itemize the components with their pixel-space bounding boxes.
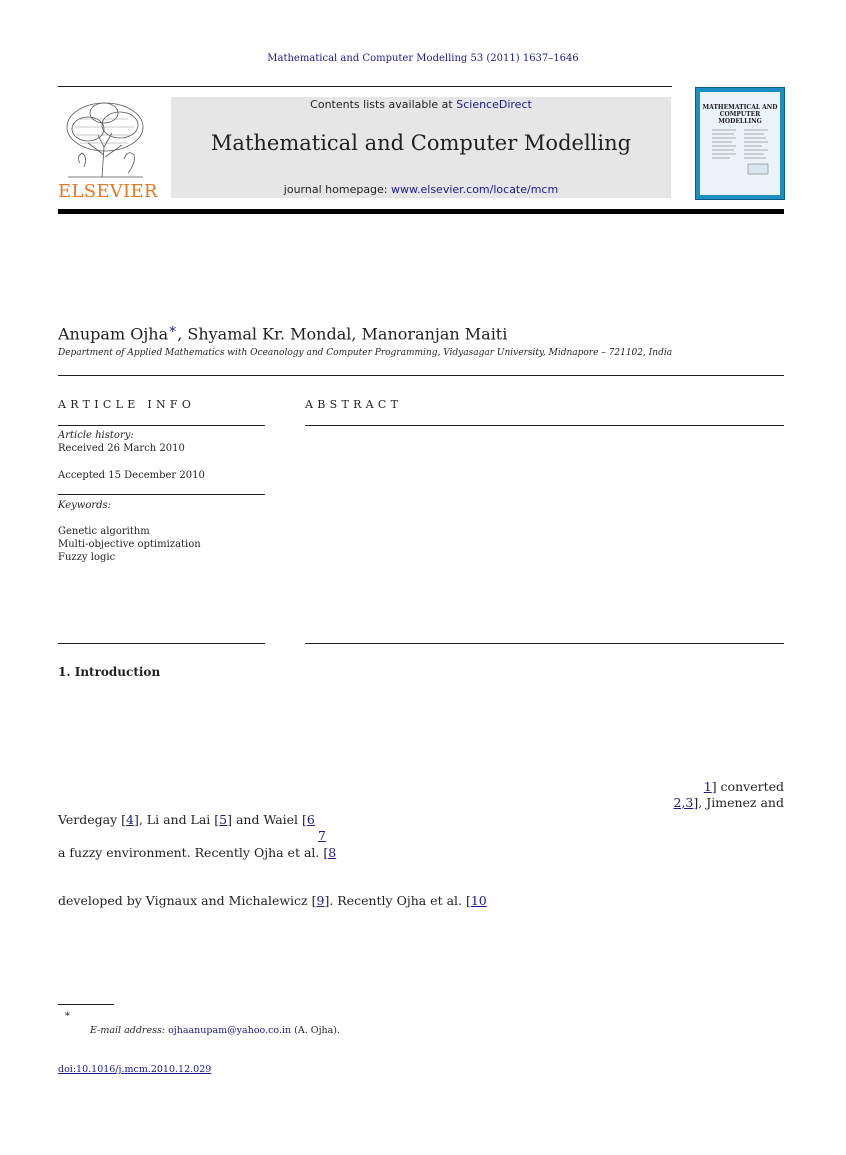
- keywords-rule: [58, 494, 265, 495]
- received-date: Received 26 March 2010: [58, 443, 185, 454]
- intro-line-5: [58, 893, 487, 909]
- footnote-email-line: [90, 1025, 340, 1036]
- text-run: ], Li and Lai [: [133, 812, 220, 827]
- text-run: Verdegay [: [58, 812, 127, 827]
- text-run: developed by Vignaux and Michalewicz [: [58, 893, 317, 908]
- text-run: ], Jimenez and: [693, 795, 784, 810]
- cover-text-lines: [710, 128, 770, 176]
- affiliation-rule: [58, 375, 784, 376]
- citation-link[interactable]: 1: [703, 779, 712, 794]
- footnote-marker: ∗: [64, 1009, 71, 1020]
- text-run: ]. Recently Ojha et al. [: [324, 893, 471, 908]
- doi-link[interactable]: doi:10.1016/j.mcm.2010.12.029: [58, 1064, 212, 1075]
- affiliation: Department of Applied Mathematics with Oceanology and Computer Programming, Vidyasagar University, Midnapore – 721102, India: [58, 348, 673, 358]
- article-info-rule: [58, 425, 265, 426]
- citation-link[interactable]: 9: [316, 893, 325, 908]
- citation-link[interactable]: 7: [318, 828, 326, 843]
- sciencedirect-link[interactable]: ScienceDirect: [456, 98, 532, 111]
- contents-line: [171, 98, 671, 111]
- article-info-heading: ARTICLE INFO: [58, 398, 196, 411]
- intro-fragment-1: [600, 779, 784, 795]
- abstract-bottom-rule: [305, 643, 784, 644]
- article-info-bottom-rule: [58, 643, 265, 644]
- citation-link[interactable]: 6: [306, 812, 315, 827]
- cover-title: MATHEMATICAL AND COMPUTER MODELLING: [702, 104, 778, 125]
- keyword-item: Multi-objective optimization: [58, 539, 201, 550]
- citation-link[interactable]: 4: [126, 812, 134, 827]
- abstract-rule: [305, 425, 784, 426]
- homepage-line: [171, 183, 671, 196]
- keywords-label: Keywords:: [58, 500, 112, 511]
- elsevier-wordmark: ELSEVIER: [58, 181, 158, 202]
- citation-link[interactable]: 10: [470, 893, 487, 908]
- history-label: Article history:: [58, 430, 134, 441]
- email-link[interactable]: ojhaanupam@yahoo.co.in: [168, 1025, 292, 1036]
- journal-title: Mathematical and Computer Modelling: [210, 131, 632, 155]
- journal-reference: Mathematical and Computer Modelling 53 (2011) 1637–1646: [267, 53, 579, 64]
- abstract-heading: ABSTRACT: [305, 398, 403, 411]
- text-run: ] converted: [711, 779, 784, 794]
- text-run: ] and Waiel [: [227, 812, 307, 827]
- citation-link[interactable]: 5: [219, 812, 228, 827]
- citation-link[interactable]: 2,3: [673, 795, 694, 810]
- elsevier-tree-logo: [58, 97, 153, 179]
- citation-link[interactable]: 8: [328, 845, 337, 860]
- email-label: E-mail address:: [90, 1025, 169, 1036]
- other-authors: , Shyamal Kr. Mondal, Manoranjan Maiti: [177, 324, 508, 344]
- introduction-heading: 1. Introduction: [58, 665, 161, 679]
- contents-prefix: Contents lists available at: [310, 98, 457, 111]
- journal-cover-image: [695, 87, 785, 200]
- intro-line-4: [58, 845, 336, 861]
- author-1: Anupam Ojha: [58, 324, 169, 344]
- homepage-prefix: journal homepage:: [283, 183, 392, 196]
- email-suffix: (A. Ojha).: [291, 1025, 341, 1036]
- intro-fragment-2: [560, 795, 784, 811]
- text-run: a fuzzy environment. Recently Ojha et al. [: [58, 845, 329, 860]
- header-thick-rule: [58, 209, 784, 214]
- corresponding-author-marker[interactable]: ∗: [168, 322, 178, 337]
- homepage-link[interactable]: www.elsevier.com/locate/mcm: [391, 183, 559, 196]
- header-top-rule: [58, 86, 672, 87]
- keyword-item: Genetic algorithm: [58, 526, 150, 537]
- keyword-item: Fuzzy logic: [58, 552, 116, 563]
- footnote-rule: [58, 1004, 114, 1005]
- accepted-date: Accepted 15 December 2010: [58, 470, 205, 481]
- intro-line-3: [58, 812, 315, 828]
- author-list: [58, 322, 507, 343]
